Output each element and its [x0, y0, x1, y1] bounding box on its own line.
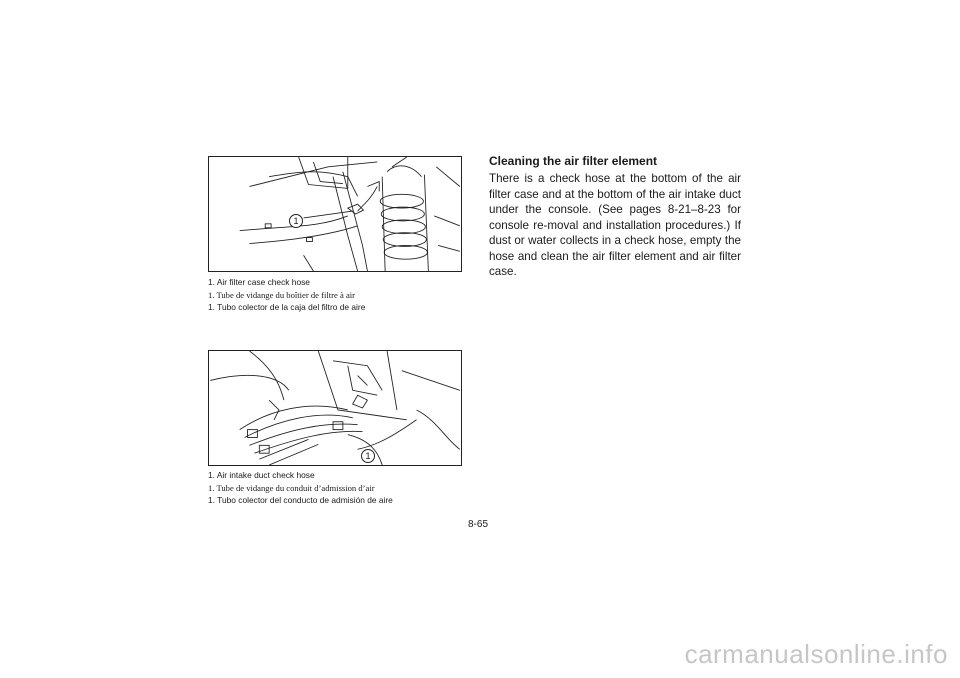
- figure-air-intake-duct-illustration: [208, 350, 462, 466]
- caption-english: 1. Air filter case check hose: [208, 277, 310, 287]
- caption-french: 1. Tube de vidange du conduit d’admission d’air: [208, 482, 375, 493]
- caption-french: 1. Tube de vidange du boîtier de filtre à air: [208, 289, 356, 300]
- figure-2-captions: [208, 469, 478, 507]
- callout-number: 1: [289, 214, 303, 228]
- caption-english: 1. Air intake duct check hose: [208, 470, 315, 480]
- page-number: 8-65: [468, 519, 489, 530]
- watermark: carmanualsonline.info: [684, 639, 948, 669]
- figure-1-captions: [208, 276, 478, 314]
- caption-spanish: 1. Tubo colector del conducto de admisión de aire: [208, 495, 393, 505]
- section-heading: Cleaning the air filter element: [489, 154, 658, 168]
- section-body: There is a check hose at the bottom of the air filter case and at the bottom of the air intake duct under the console. (See pages 8-21–8-23 for console re-moval and installation procedures.) If dust or water collects in a check hose, empty the hose and clean the air filter element and air filter case.: [489, 172, 741, 278]
- figure-air-filter-case-illustration: [208, 156, 462, 272]
- caption-spanish: 1. Tubo colector de la caja del filtro de aire: [208, 302, 366, 312]
- callout-number: 1: [361, 449, 375, 463]
